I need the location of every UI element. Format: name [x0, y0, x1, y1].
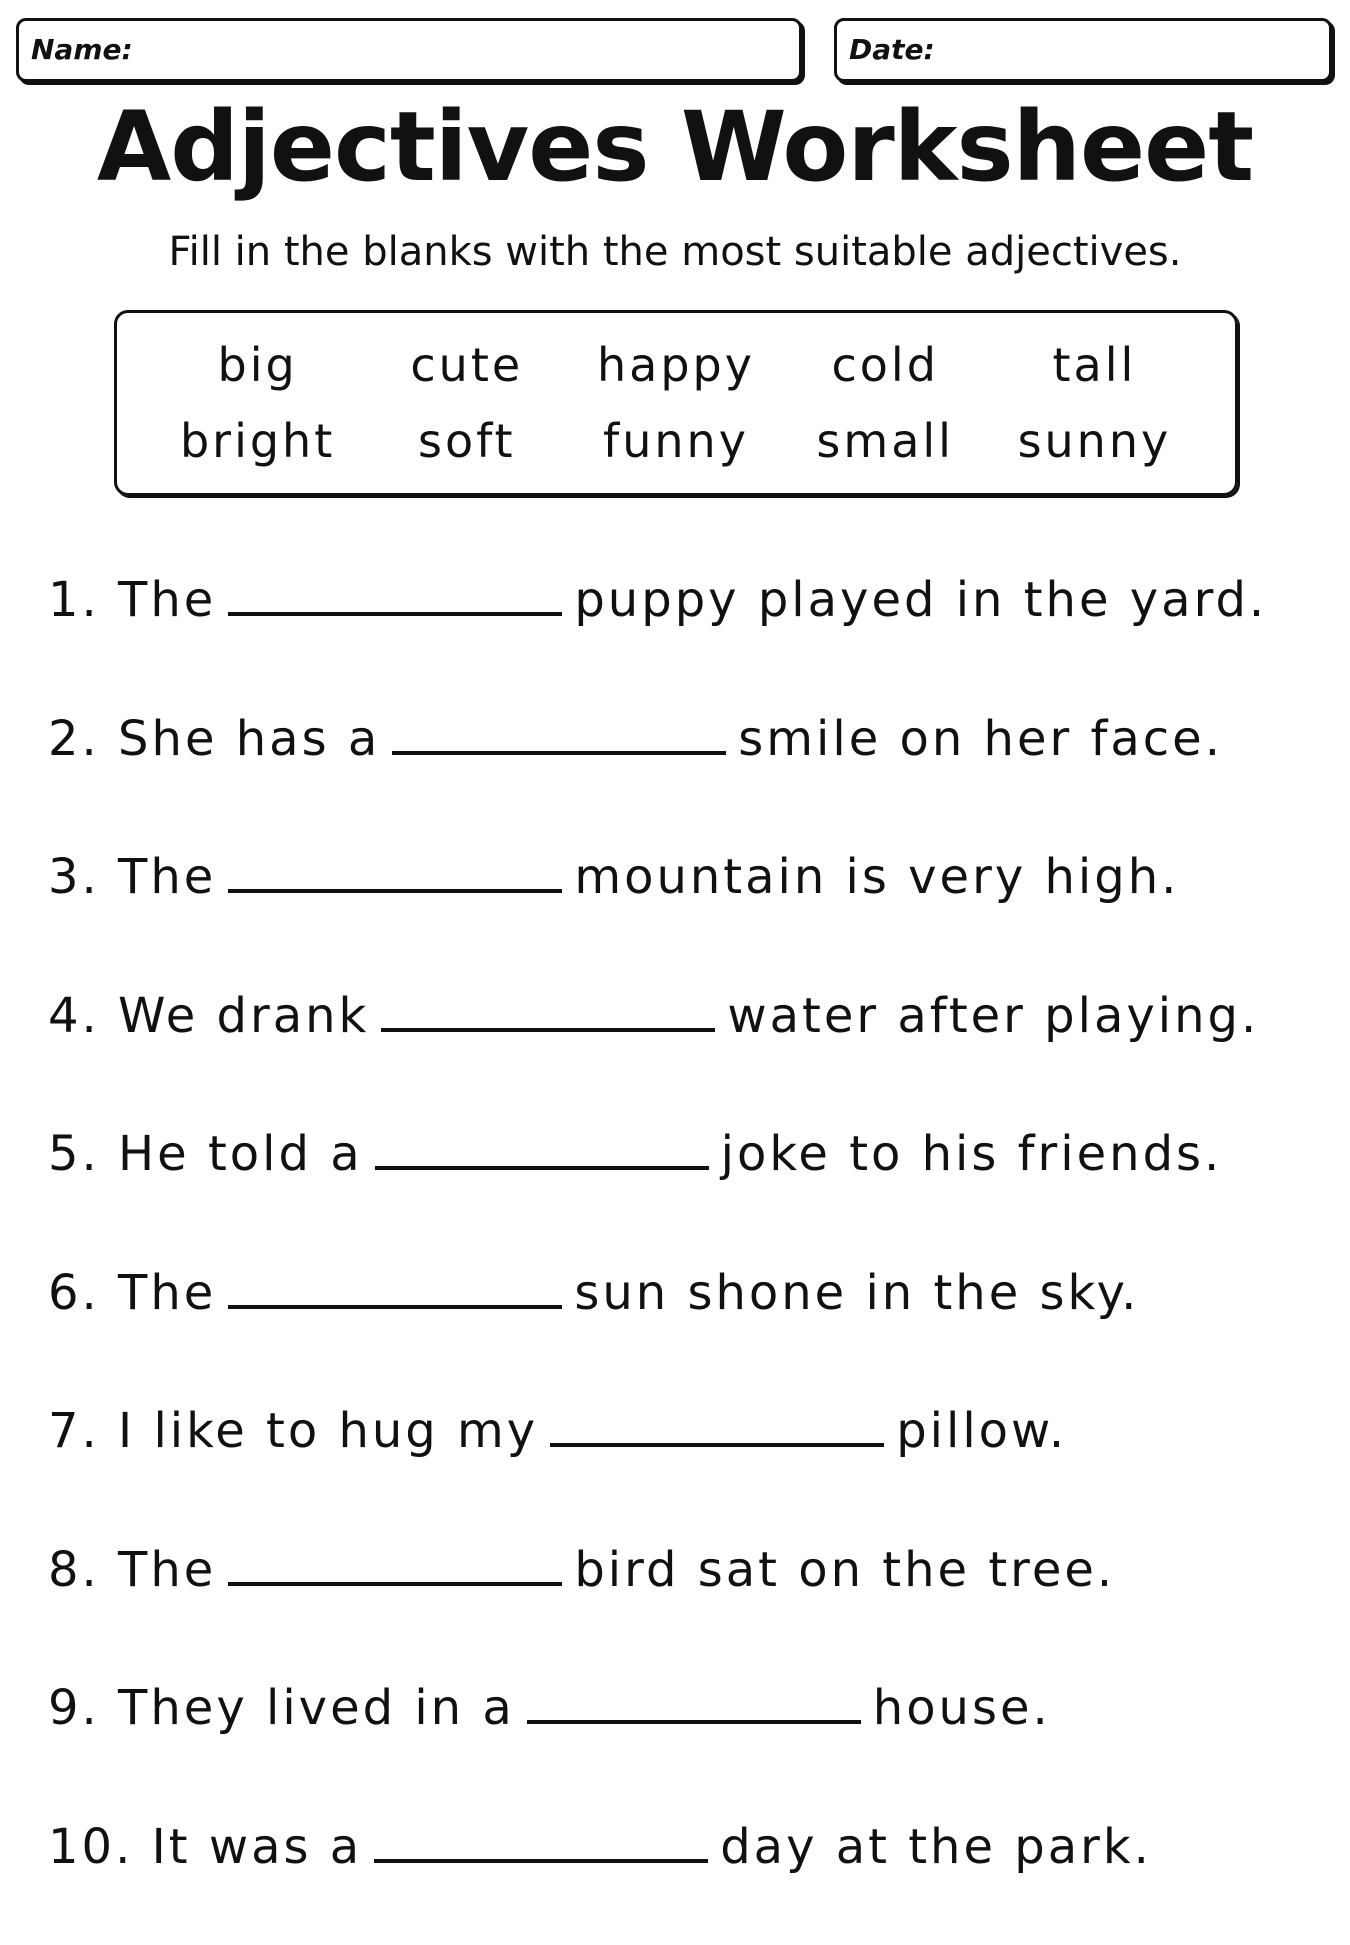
word-bank [114, 310, 1238, 496]
name-field[interactable] [16, 18, 802, 82]
question-7 [48, 1391, 1338, 1530]
answer-blank[interactable] [228, 1534, 562, 1586]
date-label: Date: [849, 33, 935, 67]
question-text-before: 5. He told a [48, 1126, 363, 1182]
word-bank-item: tall [990, 337, 1199, 393]
question-8 [48, 1530, 1338, 1669]
answer-blank[interactable] [375, 1118, 709, 1170]
date-field[interactable] [834, 18, 1332, 82]
question-text-after: house. [873, 1680, 1051, 1736]
word-bank-item: sunny [990, 413, 1199, 469]
question-5 [48, 1114, 1338, 1253]
question-9 [48, 1668, 1338, 1807]
answer-blank[interactable] [550, 1395, 884, 1447]
answer-blank[interactable] [381, 980, 715, 1032]
word-bank-item: small [781, 413, 990, 469]
name-label: Name: [31, 33, 133, 67]
question-text-before: 6. The [48, 1265, 216, 1321]
question-text-after: pillow. [896, 1403, 1067, 1459]
question-3 [48, 837, 1338, 976]
question-text-after: sun shone in the sky. [574, 1265, 1139, 1321]
question-text-before: 7. I like to hug my [48, 1403, 538, 1459]
question-text-before: 1. The [48, 572, 216, 628]
question-text-before: 9. They lived in a [48, 1680, 515, 1736]
question-text-after: smile on her face. [738, 711, 1223, 767]
question-text-before: 8. The [48, 1542, 216, 1598]
question-6 [48, 1253, 1338, 1392]
question-text-before: 10. It was a [48, 1819, 362, 1875]
question-4 [48, 976, 1338, 1115]
word-bank-item: big [153, 337, 362, 393]
word-bank-item: soft [362, 413, 571, 469]
word-bank-item: bright [153, 413, 362, 469]
answer-blank[interactable] [392, 703, 726, 755]
question-list [48, 560, 1338, 1945]
answer-blank[interactable] [228, 1257, 562, 1309]
question-text-before: 2. She has a [48, 711, 380, 767]
question-text-after: bird sat on the tree. [574, 1542, 1115, 1598]
question-text-after: water after playing. [727, 988, 1259, 1044]
question-text-after: joke to his friends. [721, 1126, 1223, 1182]
question-text-before: 4. We drank [48, 988, 369, 1044]
question-1 [48, 560, 1338, 699]
question-text-after: day at the park. [720, 1819, 1152, 1875]
question-text-after: puppy played in the yard. [574, 572, 1267, 628]
worksheet-title: Adjectives Worksheet [0, 92, 1350, 202]
question-text-after: mountain is very high. [574, 849, 1179, 905]
answer-blank[interactable] [228, 564, 562, 616]
question-10 [48, 1807, 1338, 1945]
word-bank-item: cold [781, 337, 990, 393]
answer-blank[interactable] [527, 1672, 861, 1724]
word-bank-item: funny [571, 413, 780, 469]
word-bank-item: happy [571, 337, 780, 393]
word-bank-item: cute [362, 337, 571, 393]
answer-blank[interactable] [374, 1811, 708, 1863]
question-2 [48, 699, 1338, 838]
instructions: Fill in the blanks with the most suitable adjectives. [0, 226, 1350, 278]
answer-blank[interactable] [228, 841, 562, 893]
question-text-before: 3. The [48, 849, 216, 905]
